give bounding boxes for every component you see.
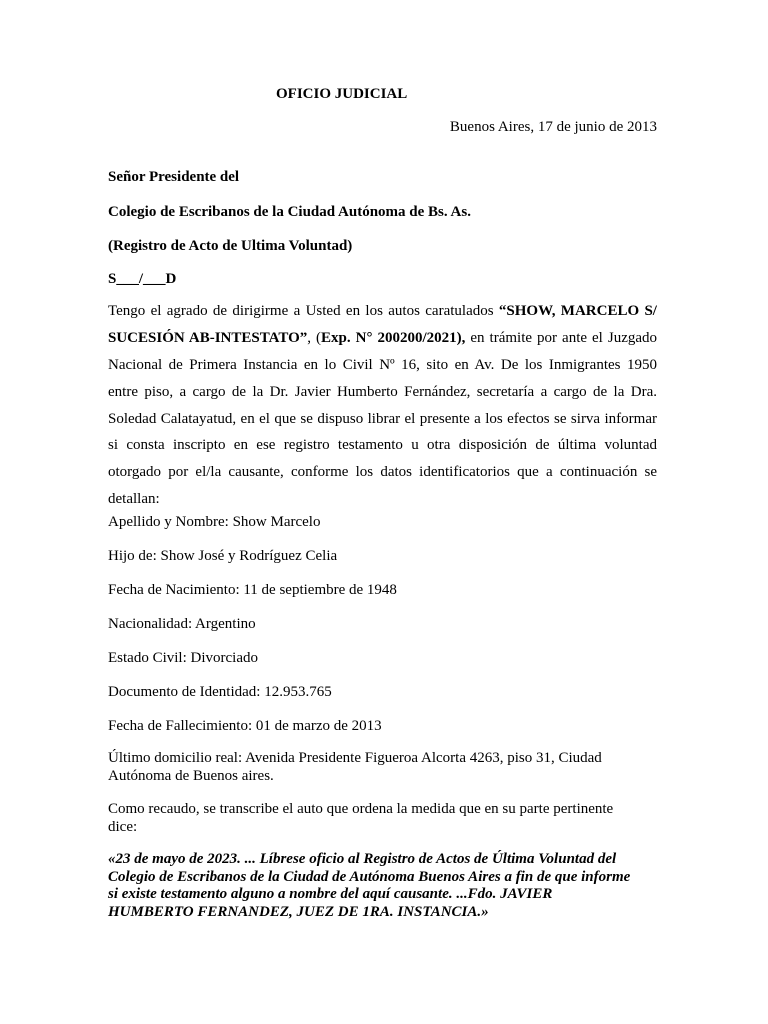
case-title-cont: SUCESIÓN AB-INTESTATO” — [108, 329, 308, 346]
field-nacimiento: Fecha de Nacimiento: 11 de septiembre de 1948 — [108, 582, 397, 598]
body-line-7: otorgado por el/la causante, conforme los datos identificatorios que a continuación se — [108, 464, 657, 481]
recipient-line-4: S___/___D — [108, 271, 177, 287]
field-documento: Documento de Identidad: 12.953.765 — [108, 684, 332, 700]
body-line-8: detallan: — [108, 491, 160, 508]
case-title: “SHOW, MARCELO S/ — [498, 303, 657, 319]
recaudo-line-1: Como recaudo, se transcribe el auto que ordena la medida que en su parte pertinente — [108, 801, 614, 817]
domicilio-line-1: Último domicilio real: Avenida Presidente Figueroa Alcorta 4263, piso 31, Ciudad — [108, 750, 602, 766]
recaudo-paragraph — [108, 800, 657, 836]
body-line-5: Soledad Calatayatud, en el que se dispuso librar el presente a los efectos se sirva informar — [108, 410, 657, 427]
court-order-quote — [108, 851, 668, 921]
quote-line-4: HUMBERTO FERNANDEZ, JUEZ DE 1RA. INSTANCIA.» — [108, 903, 489, 920]
body-line-3: Nacional de Primera Instancia en lo Civil Nº 16, sito en Av. De los Inmigrantes 1950 — [108, 356, 657, 373]
body-line-4: entre piso, a cargo de la Dr. Javier Humberto Fernández, secretaría a cargo de la Dra. — [108, 383, 657, 400]
body-text: Tengo el agrado de dirigirme a Usted en los autos caratulados — [108, 303, 499, 319]
document-date: Buenos Aires, 17 de junio de 2013 — [449, 119, 657, 135]
field-apellido: Apellido y Nombre: Show Marcelo — [108, 514, 321, 530]
body-text: , ( — [307, 329, 322, 346]
body-line-6: si consta inscripto en ese registro testamento u otra disposición de última voluntad — [108, 437, 657, 454]
recaudo-line-2: dice: — [108, 819, 138, 835]
quote-line-3: si existe testamento alguno a nombre del aquí causante. ...Fdo. JAVIER — [108, 886, 553, 902]
recipient-line-2: Colegio de Escribanos de la Ciudad Autónoma de Bs. As. — [108, 204, 471, 220]
body-paragraph — [108, 298, 657, 513]
quote-line-2: Colegio de Escribanos de la Ciudad de Autónoma Buenos Aires a fin de que informe — [108, 868, 631, 885]
field-fallecimiento: Fecha de Fallecimiento: 01 de marzo de 2013 — [108, 718, 382, 734]
document-title: OFICIO JUDICIAL — [276, 86, 408, 102]
recipient-line-1: Señor Presidente del — [108, 169, 240, 185]
body-line-2 — [108, 325, 657, 352]
body-text: en trámite por ante el Juzgado — [465, 329, 658, 346]
field-estado-civil: Estado Civil: Divorciado — [108, 650, 258, 666]
recipient-line-3: (Registro de Acto de Ultima Voluntad) — [108, 238, 353, 254]
field-hijo: Hijo de: Show José y Rodríguez Celia — [108, 548, 338, 564]
field-nacionalidad: Nacionalidad: Argentino — [108, 616, 256, 632]
field-domicilio — [108, 749, 657, 785]
body-line-1 — [108, 298, 657, 325]
case-number: Exp. N° 200200/2021), — [321, 329, 466, 346]
quote-line-1: «23 de mayo de 2023. ... Líbrese oficio al Registro de Actos de Última Voluntad del — [108, 851, 617, 867]
domicilio-line-2: Autónoma de Buenos aires. — [108, 768, 274, 784]
